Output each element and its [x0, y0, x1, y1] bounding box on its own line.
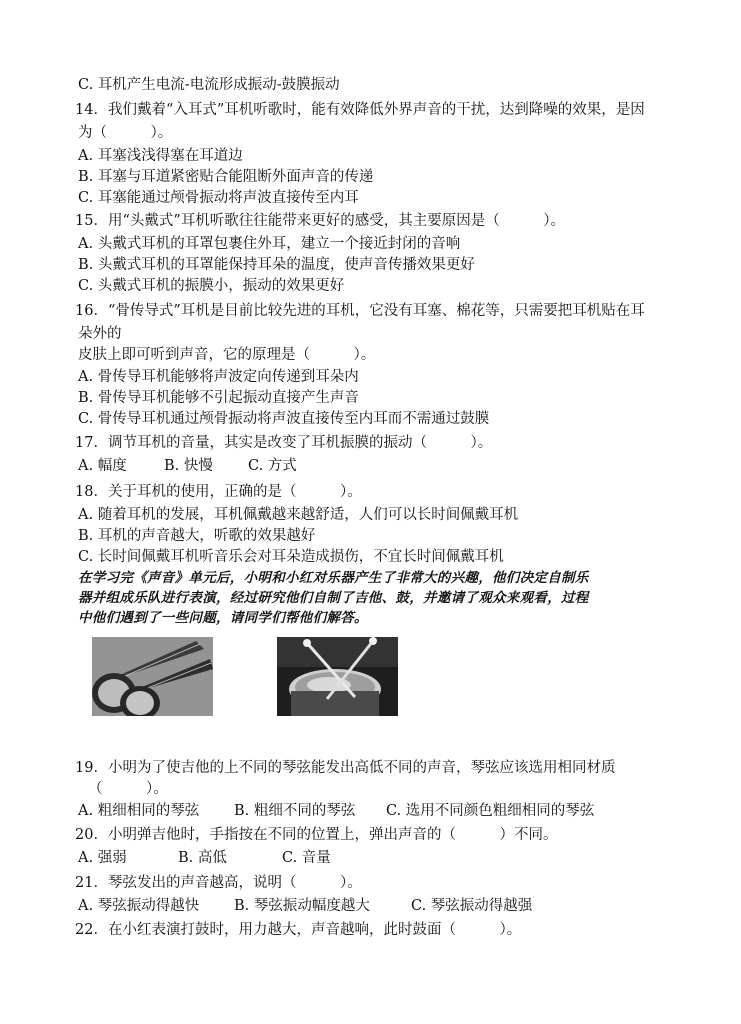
q20-option-c: C. 音量: [282, 850, 331, 866]
q18-option-a: A. 随着耳机的发展，耳机佩戴越来越舒适，人们可以长时间佩戴耳机: [78, 507, 519, 523]
q20-option-a: A. 强弱: [78, 850, 127, 866]
q19-stem-line1: 19．小明为了使吉他的上不同的琴弦能发出高低不同的声音，琴弦应该选用相同材质: [75, 760, 616, 776]
q21-option-b: B. 琴弦振动幅度越大: [234, 898, 370, 914]
q17-option-c: C. 方式: [248, 458, 297, 474]
q15-stem: 15．用“头戴式”耳机听歌往往能带来更好的感受，其主要原因是（ ）。: [75, 213, 566, 229]
section-intro-line2: 器并组成乐队进行表演，经过研究他们自制了吉他、鼓，并邀请了观众来观看，过程: [78, 590, 589, 606]
q14-stem-line2: 为（ ）。: [78, 125, 173, 141]
q16-option-b: B. 骨传导耳机能够不引起振动直接产生声音: [78, 390, 359, 406]
q21-option-a: A. 琴弦振动得越快: [78, 898, 200, 914]
q17-option-a: A. 幅度: [78, 458, 127, 474]
q18-stem: 18．关于耳机的使用，正确的是（ ）。: [75, 484, 362, 500]
q15-option-a: A. 头戴式耳机的耳罩包裹住外耳，建立一个接近封闭的音响: [78, 236, 461, 252]
q15-option-c: C. 头戴式耳机的振膜小，振动的效果更好: [78, 278, 345, 294]
q22-stem: 22．在小红表演打鼓时，用力越大，声音越响，此时鼓面（ ）。: [75, 922, 522, 938]
q21-stem: 21．琴弦发出的声音越高，说明（ ）。: [75, 875, 362, 891]
homemade-drum-photo: [277, 637, 398, 716]
q16-stem-line1: 16．“骨传导式”耳机是目前比较先进的耳机，它没有耳塞、棉花等，只需要把耳机贴在耳: [75, 303, 645, 319]
q14-option-b: B. 耳塞与耳道紧密贴合能阻断外面声音的传递: [78, 169, 374, 185]
q20-option-b: B. 高低: [178, 850, 227, 866]
q18-option-c: C. 长时间佩戴耳机听音乐会对耳朵造成损伤，不宜长时间佩戴耳机: [78, 549, 504, 565]
q19-stem-line2: （ ）。: [88, 781, 168, 797]
section-intro-line3: 中他们遇到了一些问题，请同学们帮他们解答。: [78, 610, 368, 626]
q16-option-a: A. 骨传导耳机能够将声波定向传递到耳朵内: [78, 369, 359, 385]
q14-option-c: C. 耳塞能通过颅骨振动将声波直接传至内耳: [78, 190, 359, 206]
q16-stem-line3: 皮肤上即可听到声音，它的原理是（ ）。: [78, 347, 376, 363]
section-intro-line1: 在学习完《声音》单元后，小明和小红对乐器产生了非常大的兴趣，他们决定自制乐: [78, 570, 589, 586]
q17-stem: 17．调节耳机的音量，其实是改变了耳机振膜的振动（ ）。: [75, 435, 493, 451]
q19-option-a: A. 粗细相同的琴弦: [78, 803, 200, 819]
q21-option-c: C. 琴弦振动得越强: [411, 898, 533, 914]
q14-stem-line1: 14．我们戴着“入耳式”耳机听歌时，能有效降低外界声音的干扰，达到降噪的效果，是因: [75, 102, 645, 118]
q19-option-c: C. 选用不同颜色粗细相同的琴弦: [386, 803, 595, 819]
q18-option-b: B. 耳机的声音越大，听歌的效果越好: [78, 528, 316, 544]
q14-option-a: A. 耳塞浅浅得塞在耳道边: [78, 148, 243, 164]
q20-stem: 20．小明弹吉他时，手指按在不同的位置上，弹出声音的（ ）不同。: [75, 827, 558, 843]
q19-option-b: B. 粗细不同的琴弦: [234, 803, 356, 819]
q13-option-c: C. 耳机产生电流-电流形成振动-鼓膜振动: [78, 77, 340, 93]
q16-option-c: C. 骨传导耳机通过颅骨振动将声波直接传至内耳而不需通过鼓膜: [78, 411, 490, 427]
q16-stem-line2: 朵外的: [78, 326, 122, 342]
q15-option-b: B. 头戴式耳机的耳罩能保持耳朵的温度，使声音传播效果更好: [78, 257, 475, 273]
q17-option-b: B. 快慢: [164, 458, 213, 474]
homemade-guitar-photo: [92, 637, 213, 716]
